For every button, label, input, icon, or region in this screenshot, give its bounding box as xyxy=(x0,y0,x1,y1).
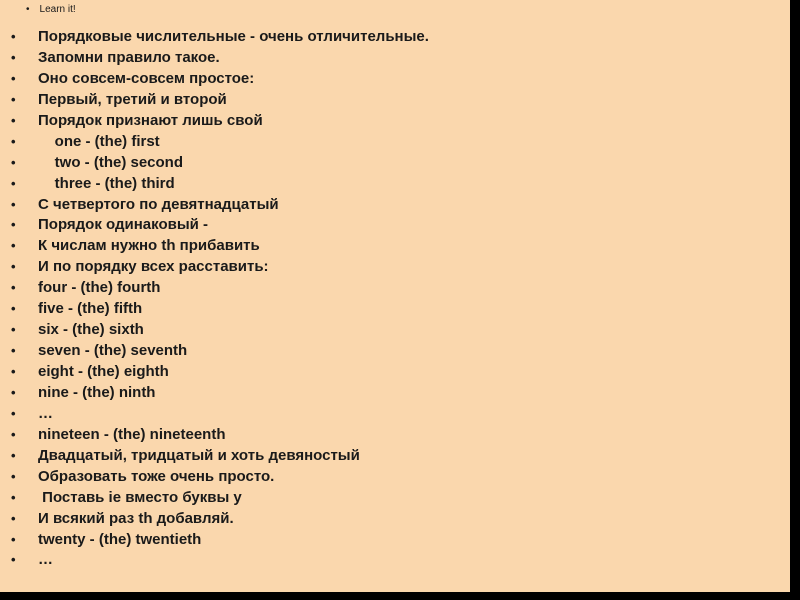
list-item xyxy=(0,530,790,551)
list-item xyxy=(0,404,790,425)
list-item-text: seven - (the) seventh xyxy=(38,342,188,360)
bullet-icon: • xyxy=(11,196,16,212)
list-item xyxy=(0,132,790,153)
list-item xyxy=(0,362,790,383)
list-item xyxy=(0,195,790,216)
bullet-icon: • xyxy=(11,531,16,547)
bullet-icon: • xyxy=(11,175,16,191)
list-item-text: nineteen - (the) nineteenth xyxy=(38,425,226,443)
rhyme-list xyxy=(0,27,790,571)
list-item xyxy=(0,48,790,69)
bullet-icon: • xyxy=(11,552,16,568)
list-item-text: nine - (the) ninth xyxy=(38,383,156,401)
list-item xyxy=(0,467,790,488)
list-item-text: four - (the) fourth xyxy=(38,279,161,297)
list-item xyxy=(0,550,790,571)
bullet-icon: • xyxy=(11,133,16,149)
list-item-text: … xyxy=(38,404,53,422)
bullet-icon: • xyxy=(11,426,16,442)
bullet-icon: • xyxy=(11,364,16,379)
list-item-text: Поставь ie вместо буквы у xyxy=(38,488,242,506)
bullet-icon: • xyxy=(11,29,16,44)
list-item xyxy=(0,174,790,195)
list-item-text: Запомни правило такое. xyxy=(38,48,220,66)
bullet-icon: • xyxy=(11,510,16,526)
bullet-icon: • xyxy=(11,154,16,170)
list-item-text: Двадцатый, тридцатый и хоть девяностый xyxy=(38,446,360,464)
list-item xyxy=(0,257,790,278)
bullet-icon: • xyxy=(11,489,16,505)
list-item xyxy=(0,341,790,362)
list-item-text: И всякий раз th добавляй. xyxy=(38,509,234,527)
list-item xyxy=(0,425,790,446)
list-item xyxy=(0,90,790,111)
bullet-icon: • xyxy=(11,91,16,107)
list-item xyxy=(0,69,790,90)
list-item-text: К числам нужно th прибавить xyxy=(38,237,260,255)
bullet-icon: • xyxy=(11,49,16,65)
list-item-text: six - (the) sixth xyxy=(38,321,144,339)
list-item xyxy=(0,236,790,257)
bullet-icon: • xyxy=(11,322,16,338)
bullet-icon: • xyxy=(11,70,16,86)
bullet-icon: • xyxy=(11,384,16,400)
list-item-text: Первый, третий и второй xyxy=(38,90,227,108)
bullet-icon: • xyxy=(11,259,16,275)
list-item-text: five - (the) fifth xyxy=(38,300,143,318)
bullet-icon: • xyxy=(11,447,16,463)
header-text: Learn it! xyxy=(39,3,76,15)
list-item-text: Образовать тоже очень просто. xyxy=(38,467,275,485)
list-item-text: two - (the) second xyxy=(38,153,183,171)
list-item xyxy=(0,509,790,530)
list-item-text: three - (the) third xyxy=(38,174,175,192)
bullet-icon: • xyxy=(11,405,16,421)
list-item xyxy=(0,215,790,236)
list-item xyxy=(0,153,790,174)
list-item-text: … xyxy=(38,551,53,569)
list-item-text: eight - (the) eighth xyxy=(38,363,169,380)
list-item-text: Порядковые числительные - очень отличительные. xyxy=(38,28,429,45)
bullet-icon: • xyxy=(11,112,16,128)
list-item-text: Порядок одинаковый - xyxy=(38,216,209,234)
list-item xyxy=(0,383,790,404)
list-item xyxy=(0,27,790,48)
slide-header xyxy=(26,2,76,16)
bullet-icon: • xyxy=(11,343,16,359)
list-item xyxy=(0,320,790,341)
bullet-icon: • xyxy=(11,280,16,296)
list-item-text: С четвертого по девятнадцатый xyxy=(38,195,279,213)
bullet-icon: • xyxy=(11,301,16,317)
bullet-icon: • xyxy=(26,3,30,15)
list-item xyxy=(0,299,790,320)
list-item-text: one - (the) first xyxy=(38,132,160,150)
list-item xyxy=(0,488,790,509)
list-item-text: Порядок признают лишь свой xyxy=(38,111,263,129)
bullet-icon: • xyxy=(11,238,16,254)
list-item-text: Оно совсем-совсем простое: xyxy=(38,69,255,87)
list-item-text: twenty - (the) twentieth xyxy=(38,530,202,548)
list-item xyxy=(0,446,790,467)
list-item-text: И по порядку всех расставить: xyxy=(38,258,269,276)
list-item xyxy=(0,278,790,299)
bullet-icon: • xyxy=(11,468,16,484)
list-item xyxy=(0,111,790,132)
bullet-icon: • xyxy=(11,217,16,233)
